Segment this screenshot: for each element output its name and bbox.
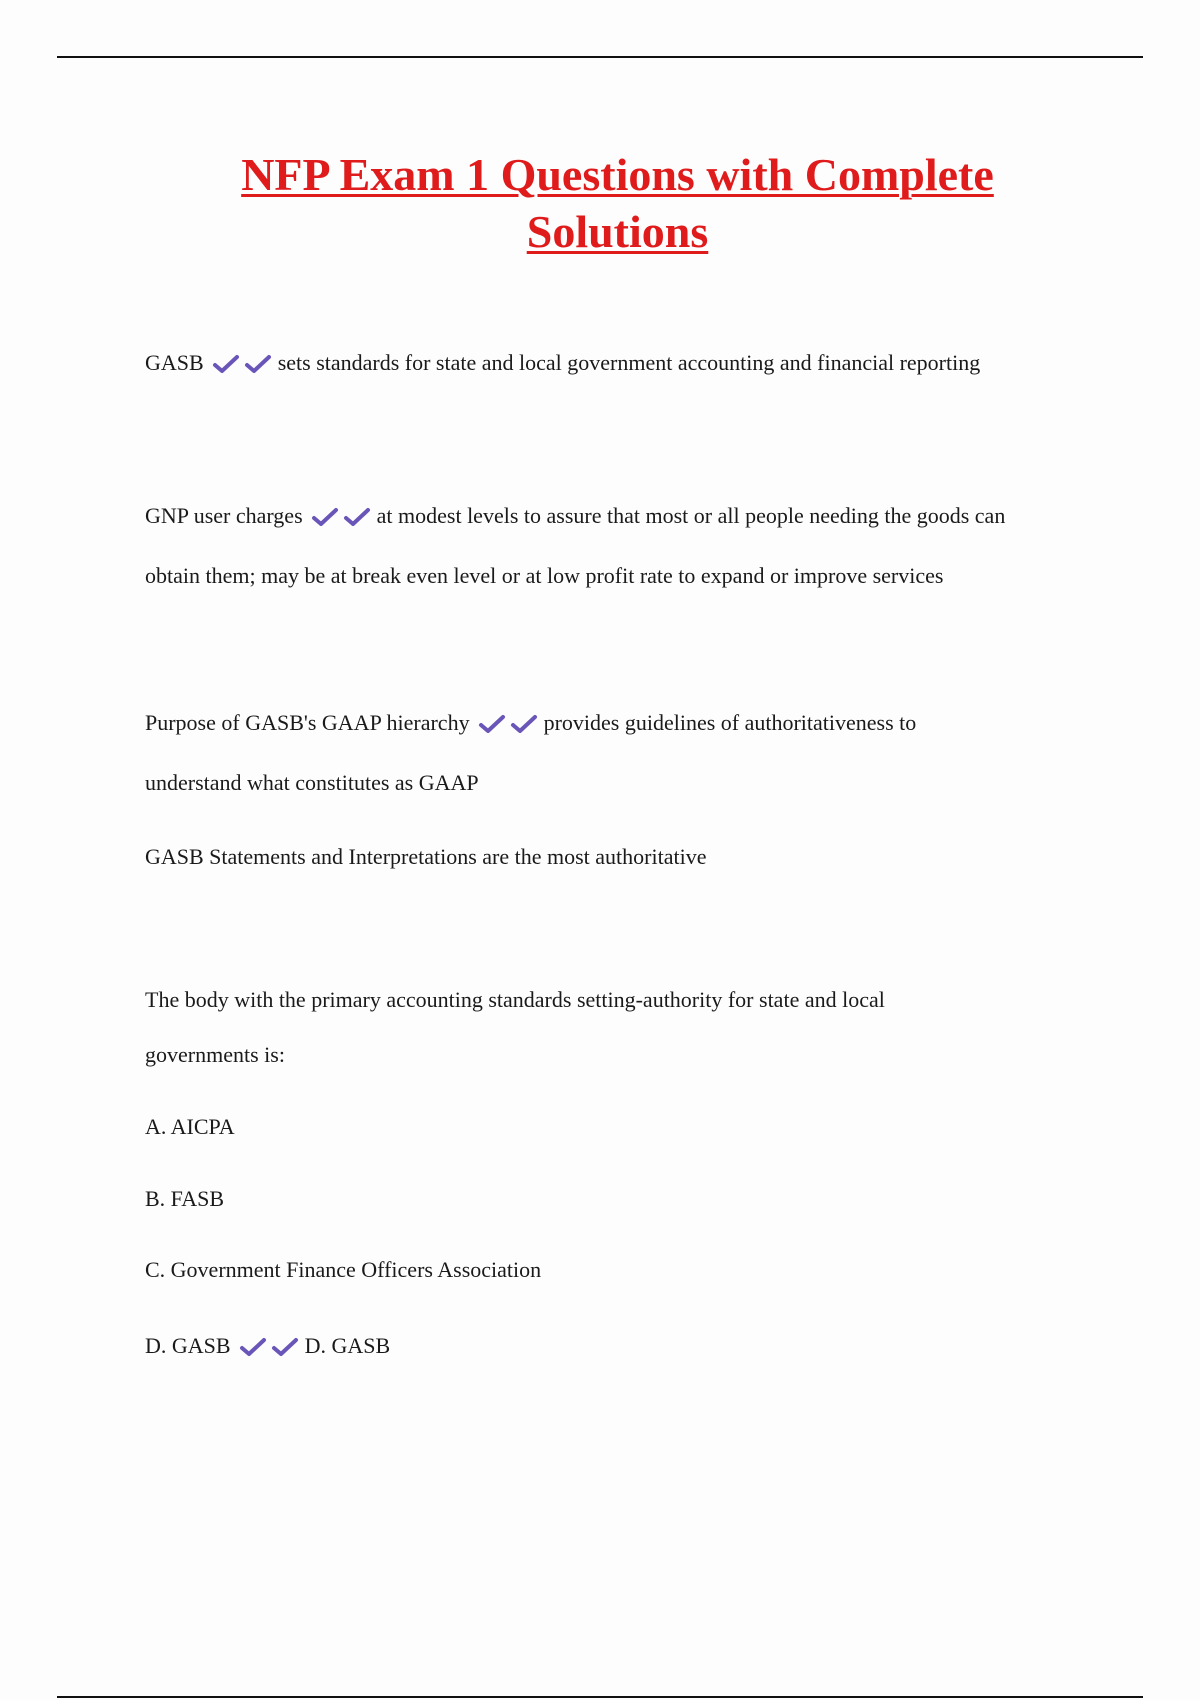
option-b: B. FASB [145,1186,225,1211]
bottom-rule [57,1696,1143,1698]
answer-text: provides guidelines of authoritativeness to [543,710,917,735]
answer-text: D. GASB [304,1333,391,1358]
question-term: GASB [145,350,204,375]
answer-continuation: obtain them; may be at break even level or at low profit rate to expand or improve services [145,563,944,588]
qa-item-gasb [145,350,980,376]
question-text: The body with the primary accounting standards setting-authority for state and local [145,987,885,1012]
double-checkmark-icon [210,350,274,376]
option-c: C. Government Finance Officers Association [145,1257,542,1282]
answer-text: at modest levels to assure that most or all people needing the goods can [376,503,1006,528]
double-checkmark-icon [476,710,540,736]
answer-continuation: understand what constitutes as GAAP [145,770,479,795]
option-a: A. AICPA [145,1114,235,1139]
question-term: Purpose of GASB's GAAP hierarchy [145,710,470,735]
document-title: NFP Exam 1 Questions with Complete Solutions [241,149,994,257]
question-term: GNP user charges [145,503,303,528]
option-d-with-answer [145,1333,390,1359]
double-checkmark-icon [309,503,373,529]
double-checkmark-icon [237,1333,301,1359]
option-d: D. GASB [145,1333,231,1358]
qa-item-gnp [145,503,1005,529]
top-rule [57,56,1143,58]
qa-item-gaap-hierarchy [145,710,916,736]
answer-text: sets standards for state and local government accounting and financial reporting [277,350,981,375]
question-text: governments is: [145,1042,285,1067]
answer-continuation: GASB Statements and Interpretations are the most authoritative [145,844,707,869]
